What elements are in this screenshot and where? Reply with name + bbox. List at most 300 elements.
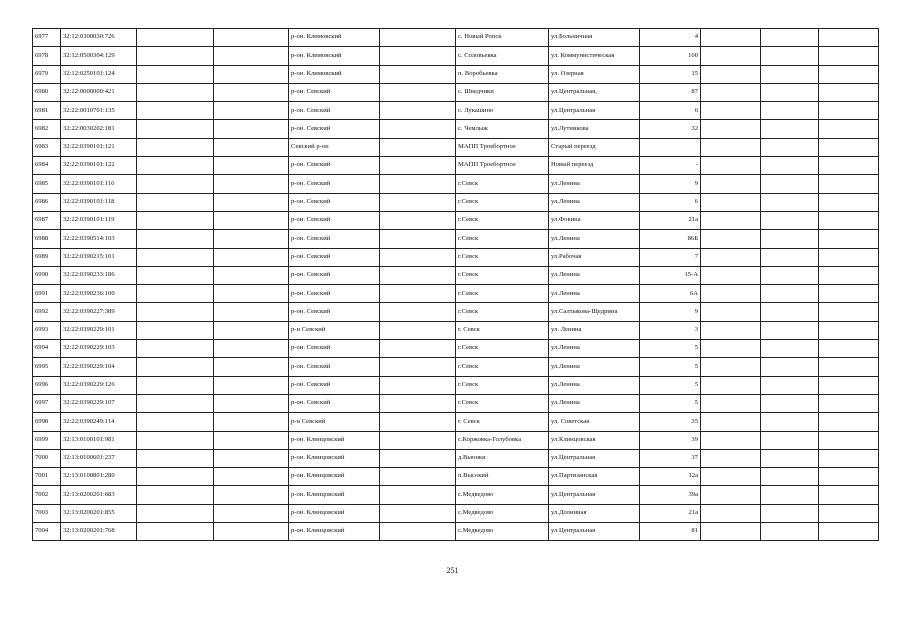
district-cell: р-он. Севский — [289, 230, 380, 248]
empty-col-11-cell — [761, 285, 819, 303]
empty-col-10-cell — [701, 29, 761, 47]
table-row — [33, 340, 879, 358]
address-register-table — [32, 28, 879, 541]
record-number-cell: 6980 — [33, 83, 61, 101]
record-number-cell: 6992 — [33, 303, 61, 321]
empty-col-10-cell — [701, 248, 761, 266]
house-number-cell: 4 — [640, 29, 701, 47]
street-cell: ул.Центральная — [549, 449, 640, 467]
empty-col-12-cell — [819, 248, 879, 266]
empty-col-10-cell — [701, 120, 761, 138]
empty-col-4-cell — [214, 413, 289, 431]
record-number-cell: 6995 — [33, 358, 61, 376]
house-number-cell: 9 — [640, 175, 701, 193]
empty-col-12-cell — [819, 266, 879, 284]
district-cell: р-он. Севский — [289, 83, 380, 101]
cadastral-number-cell: 32:13:0100101:981 — [61, 431, 137, 449]
house-number-cell: 5 — [640, 376, 701, 394]
district-cell: р-он. Севский — [289, 303, 380, 321]
house-number-cell: 37 — [640, 449, 701, 467]
record-number-cell: 6990 — [33, 266, 61, 284]
street-cell: ул.Центральная — [549, 486, 640, 504]
street-cell: ул.Партизанская — [549, 468, 640, 486]
empty-col-4-cell — [214, 138, 289, 156]
empty-col-4-cell — [214, 102, 289, 120]
empty-col-3-cell — [137, 211, 214, 229]
empty-col-10-cell — [701, 285, 761, 303]
empty-col-4-cell — [214, 431, 289, 449]
settlement-cell: МАПП Троебортное — [456, 138, 549, 156]
cadastral-number-cell: 32:22:0030202:181 — [61, 120, 137, 138]
empty-col-6-cell — [380, 102, 456, 120]
empty-col-3-cell — [137, 376, 214, 394]
house-number-cell: 21а — [640, 504, 701, 522]
street-cell: ул.Клинцовская — [549, 431, 640, 449]
street-cell: ул.Центральная — [549, 102, 640, 120]
empty-col-11-cell — [761, 47, 819, 65]
empty-col-12-cell — [819, 193, 879, 211]
record-number-cell: 6986 — [33, 193, 61, 211]
table-row — [33, 83, 879, 101]
street-cell: ул. Озерная — [549, 65, 640, 83]
empty-col-12-cell — [819, 83, 879, 101]
table-row — [33, 468, 879, 486]
cadastral-number-cell: 32:12:0500304:129 — [61, 47, 137, 65]
cadastral-number-cell: 32:22:0390101:121 — [61, 138, 137, 156]
cadastral-number-cell: 32:13:0100801:280 — [61, 468, 137, 486]
cadastral-number-cell: 32:22:0390101:118 — [61, 193, 137, 211]
table-row — [33, 285, 879, 303]
table-row — [33, 47, 879, 65]
empty-col-11-cell — [761, 65, 819, 83]
empty-col-11-cell — [761, 449, 819, 467]
street-cell: ул.Ленина — [549, 376, 640, 394]
empty-col-4-cell — [214, 157, 289, 175]
settlement-cell: г.Севск — [456, 394, 549, 412]
cadastral-number-cell: 32:12:0250101:124 — [61, 65, 137, 83]
empty-col-6-cell — [380, 358, 456, 376]
district-cell: р-он. Клинцовский — [289, 486, 380, 504]
record-number-cell: 6991 — [33, 285, 61, 303]
empty-col-10-cell — [701, 358, 761, 376]
cadastral-number-cell: 32:22:0390101:119 — [61, 211, 137, 229]
empty-col-12-cell — [819, 504, 879, 522]
empty-col-6-cell — [380, 266, 456, 284]
empty-col-3-cell — [137, 29, 214, 47]
empty-col-12-cell — [819, 449, 879, 467]
house-number-cell: 39 — [640, 431, 701, 449]
district-cell: р-он. Клинцовский — [289, 504, 380, 522]
empty-col-6-cell — [380, 138, 456, 156]
empty-col-6-cell — [380, 340, 456, 358]
empty-col-11-cell — [761, 468, 819, 486]
empty-col-11-cell — [761, 504, 819, 522]
empty-col-12-cell — [819, 65, 879, 83]
street-cell: ул.Долинная — [549, 504, 640, 522]
cadastral-number-cell: 32:13:0200201:768 — [61, 523, 137, 541]
house-number-cell — [640, 138, 701, 156]
district-cell: р-н Севский — [289, 413, 380, 431]
record-number-cell: 6988 — [33, 230, 61, 248]
district-cell: р-он. Клинцовский — [289, 449, 380, 467]
table-row — [33, 504, 879, 522]
settlement-cell: с. Чемлыж — [456, 120, 549, 138]
empty-col-12-cell — [819, 486, 879, 504]
empty-col-4-cell — [214, 486, 289, 504]
table-row — [33, 102, 879, 120]
table-row — [33, 321, 879, 339]
settlement-cell: с. Соловьевка — [456, 47, 549, 65]
empty-col-11-cell — [761, 102, 819, 120]
house-number-cell: 3 — [640, 321, 701, 339]
empty-col-3-cell — [137, 102, 214, 120]
settlement-cell: г.Севск — [456, 266, 549, 284]
cadastral-number-cell: 32:22:0390229:107 — [61, 394, 137, 412]
table-row — [33, 431, 879, 449]
empty-col-12-cell — [819, 29, 879, 47]
table-row — [33, 230, 879, 248]
empty-col-3-cell — [137, 394, 214, 412]
table-row — [33, 193, 879, 211]
district-cell: Севский р-он — [289, 138, 380, 156]
empty-col-12-cell — [819, 211, 879, 229]
empty-col-3-cell — [137, 431, 214, 449]
district-cell: р-он. Климовский — [289, 65, 380, 83]
empty-col-10-cell — [701, 47, 761, 65]
empty-col-3-cell — [137, 285, 214, 303]
house-number-cell: 7 — [640, 248, 701, 266]
table-row — [33, 449, 879, 467]
house-number-cell: 5 — [640, 358, 701, 376]
street-cell: ул.Салтыкова-Щедрина — [549, 303, 640, 321]
empty-col-3-cell — [137, 83, 214, 101]
cadastral-number-cell: 32:12:0300030:726 — [61, 29, 137, 47]
empty-col-11-cell — [761, 193, 819, 211]
empty-col-6-cell — [380, 376, 456, 394]
house-number-cell: 5 — [640, 340, 701, 358]
empty-col-10-cell — [701, 83, 761, 101]
empty-col-10-cell — [701, 468, 761, 486]
empty-col-10-cell — [701, 523, 761, 541]
empty-col-12-cell — [819, 102, 879, 120]
district-cell: р-он. Клинцовский — [289, 431, 380, 449]
street-cell: ул.Ленина — [549, 175, 640, 193]
street-cell: ул.Ленина — [549, 394, 640, 412]
record-number-cell: 7003 — [33, 504, 61, 522]
table-row — [33, 486, 879, 504]
empty-col-6-cell — [380, 83, 456, 101]
empty-col-3-cell — [137, 413, 214, 431]
empty-col-12-cell — [819, 376, 879, 394]
empty-col-6-cell — [380, 120, 456, 138]
empty-col-10-cell — [701, 449, 761, 467]
empty-col-11-cell — [761, 340, 819, 358]
empty-col-3-cell — [137, 157, 214, 175]
house-number-cell: 15-А — [640, 266, 701, 284]
empty-col-4-cell — [214, 175, 289, 193]
empty-col-4-cell — [214, 83, 289, 101]
district-cell: р-н Севский — [289, 321, 380, 339]
record-number-cell: 7004 — [33, 523, 61, 541]
empty-col-11-cell — [761, 175, 819, 193]
record-number-cell: 6977 — [33, 29, 61, 47]
empty-col-11-cell — [761, 413, 819, 431]
district-cell: р-он. Клинцовский — [289, 523, 380, 541]
empty-col-3-cell — [137, 449, 214, 467]
cadastral-number-cell: 32:22:0390229:104 — [61, 358, 137, 376]
empty-col-4-cell — [214, 29, 289, 47]
empty-col-10-cell — [701, 321, 761, 339]
empty-col-11-cell — [761, 248, 819, 266]
empty-col-6-cell — [380, 321, 456, 339]
cadastral-number-cell: 32:22:0390236:100 — [61, 285, 137, 303]
empty-col-12-cell — [819, 120, 879, 138]
house-number-cell: 6А — [640, 285, 701, 303]
cadastral-number-cell: 32:22:0390249:114 — [61, 413, 137, 431]
empty-col-12-cell — [819, 340, 879, 358]
house-number-cell: 9 — [640, 303, 701, 321]
street-cell: Старый переезд — [549, 138, 640, 156]
empty-col-12-cell — [819, 321, 879, 339]
table-row — [33, 394, 879, 412]
house-number-cell: 15 — [640, 65, 701, 83]
empty-col-4-cell — [214, 285, 289, 303]
empty-col-4-cell — [214, 211, 289, 229]
empty-col-6-cell — [380, 486, 456, 504]
street-cell: ул. Ленина — [549, 321, 640, 339]
table-row — [33, 266, 879, 284]
empty-col-12-cell — [819, 138, 879, 156]
empty-col-4-cell — [214, 47, 289, 65]
page-number: 251 — [446, 566, 459, 575]
cadastral-number-cell: 32:22:0010701:135 — [61, 102, 137, 120]
empty-col-4-cell — [214, 266, 289, 284]
table-row — [33, 376, 879, 394]
record-number-cell: 6985 — [33, 175, 61, 193]
empty-col-10-cell — [701, 266, 761, 284]
settlement-cell: с. Новый Ропск — [456, 29, 549, 47]
empty-col-3-cell — [137, 303, 214, 321]
empty-col-4-cell — [214, 504, 289, 522]
empty-col-3-cell — [137, 486, 214, 504]
cadastral-number-cell: 32:22:0390227:389 — [61, 303, 137, 321]
table-row — [33, 175, 879, 193]
empty-col-11-cell — [761, 211, 819, 229]
table-row — [33, 120, 879, 138]
street-cell: Новый переезд — [549, 157, 640, 175]
empty-col-3-cell — [137, 193, 214, 211]
cadastral-number-cell: 32:13:0200201:855 — [61, 504, 137, 522]
empty-col-4-cell — [214, 248, 289, 266]
house-number-cell: 100 — [640, 47, 701, 65]
empty-col-6-cell — [380, 157, 456, 175]
district-cell: р-он. Севский — [289, 157, 380, 175]
street-cell: ул.Ленина — [549, 340, 640, 358]
table-row — [33, 523, 879, 541]
record-number-cell: 7001 — [33, 468, 61, 486]
street-cell: ул.Фокина — [549, 211, 640, 229]
record-number-cell: 7000 — [33, 449, 61, 467]
district-cell: р-он. Севский — [289, 102, 380, 120]
district-cell: р-он. Севский — [289, 340, 380, 358]
settlement-cell: г.Севск — [456, 230, 549, 248]
empty-col-4-cell — [214, 120, 289, 138]
empty-col-3-cell — [137, 248, 214, 266]
record-number-cell: 6978 — [33, 47, 61, 65]
empty-col-11-cell — [761, 321, 819, 339]
empty-col-12-cell — [819, 47, 879, 65]
cadastral-number-cell: 32:13:0200201:683 — [61, 486, 137, 504]
empty-col-3-cell — [137, 266, 214, 284]
empty-col-10-cell — [701, 65, 761, 83]
record-number-cell: 6996 — [33, 376, 61, 394]
settlement-cell: г.Севск — [456, 285, 549, 303]
empty-col-6-cell — [380, 413, 456, 431]
street-cell: ул.Ленина — [549, 266, 640, 284]
house-number-cell: 21а — [640, 211, 701, 229]
cadastral-number-cell: 32:22:0390229:126 — [61, 376, 137, 394]
empty-col-11-cell — [761, 523, 819, 541]
empty-col-10-cell — [701, 340, 761, 358]
house-number-cell: 35 — [640, 413, 701, 431]
district-cell: р-он. Севский — [289, 248, 380, 266]
street-cell: ул.Лутникова — [549, 120, 640, 138]
settlement-cell: с. Шведчики — [456, 83, 549, 101]
district-cell: р-он. Севский — [289, 285, 380, 303]
house-number-cell: 5 — [640, 394, 701, 412]
record-number-cell: 7002 — [33, 486, 61, 504]
table-row — [33, 413, 879, 431]
empty-col-10-cell — [701, 504, 761, 522]
empty-col-6-cell — [380, 523, 456, 541]
settlement-cell: МАПП Троебортное — [456, 157, 549, 175]
empty-col-11-cell — [761, 486, 819, 504]
empty-col-4-cell — [214, 321, 289, 339]
record-number-cell: 6989 — [33, 248, 61, 266]
cadastral-number-cell: 32:22:0390229:101 — [61, 321, 137, 339]
empty-col-3-cell — [137, 175, 214, 193]
house-number-cell: 32 — [640, 120, 701, 138]
empty-col-12-cell — [819, 431, 879, 449]
cadastral-number-cell: 32:22:0390215:101 — [61, 248, 137, 266]
street-cell: ул.Больничная — [549, 29, 640, 47]
settlement-cell: д.Вьюнки — [456, 449, 549, 467]
cadastral-number-cell: 32:22:0390101:116 — [61, 175, 137, 193]
cadastral-number-cell: 32:22:0390233:186 — [61, 266, 137, 284]
district-cell: р-он. Севский — [289, 175, 380, 193]
table-row — [33, 303, 879, 321]
table-row — [33, 138, 879, 156]
street-cell: ул.Центральная, — [549, 83, 640, 101]
empty-col-6-cell — [380, 394, 456, 412]
street-cell: ул. Советская — [549, 413, 640, 431]
empty-col-12-cell — [819, 175, 879, 193]
empty-col-3-cell — [137, 340, 214, 358]
empty-col-4-cell — [214, 523, 289, 541]
settlement-cell: г.Севск — [456, 358, 549, 376]
empty-col-3-cell — [137, 47, 214, 65]
empty-col-11-cell — [761, 138, 819, 156]
empty-col-12-cell — [819, 523, 879, 541]
empty-col-3-cell — [137, 468, 214, 486]
settlement-cell: г. Севск — [456, 413, 549, 431]
settlement-cell: с.Коржовка-Голубовка — [456, 431, 549, 449]
empty-col-10-cell — [701, 394, 761, 412]
empty-col-6-cell — [380, 230, 456, 248]
record-number-cell: 6993 — [33, 321, 61, 339]
settlement-cell: г.Севск — [456, 376, 549, 394]
street-cell: ул.Ленина — [549, 193, 640, 211]
empty-col-4-cell — [214, 449, 289, 467]
empty-col-11-cell — [761, 230, 819, 248]
empty-col-10-cell — [701, 211, 761, 229]
empty-col-12-cell — [819, 285, 879, 303]
cadastral-number-cell: 32:22:0000000:421 — [61, 83, 137, 101]
record-number-cell: 6982 — [33, 120, 61, 138]
record-number-cell: 6994 — [33, 340, 61, 358]
settlement-cell: п. Воробьевка — [456, 65, 549, 83]
district-cell: р-он. Севский — [289, 358, 380, 376]
settlement-cell: с. Лукашино — [456, 102, 549, 120]
empty-col-6-cell — [380, 175, 456, 193]
street-cell: ул.Центральная — [549, 523, 640, 541]
empty-col-3-cell — [137, 321, 214, 339]
district-cell: р-он. Севский — [289, 376, 380, 394]
empty-col-6-cell — [380, 504, 456, 522]
empty-col-4-cell — [214, 65, 289, 83]
empty-col-6-cell — [380, 65, 456, 83]
street-cell: ул. Коммунистическая — [549, 47, 640, 65]
empty-col-4-cell — [214, 468, 289, 486]
house-number-cell: 86Б — [640, 230, 701, 248]
empty-col-10-cell — [701, 157, 761, 175]
empty-col-12-cell — [819, 358, 879, 376]
empty-col-4-cell — [214, 394, 289, 412]
empty-col-11-cell — [761, 266, 819, 284]
empty-col-6-cell — [380, 468, 456, 486]
table-row — [33, 248, 879, 266]
record-number-cell: 6979 — [33, 65, 61, 83]
empty-col-12-cell — [819, 468, 879, 486]
district-cell: р-он. Климовский — [289, 29, 380, 47]
settlement-cell: г.Севск — [456, 303, 549, 321]
empty-col-4-cell — [214, 340, 289, 358]
empty-col-11-cell — [761, 358, 819, 376]
empty-col-6-cell — [380, 285, 456, 303]
district-cell: р-он. Севский — [289, 120, 380, 138]
empty-col-12-cell — [819, 413, 879, 431]
house-number-cell: 6 — [640, 102, 701, 120]
settlement-cell: г.Севск — [456, 340, 549, 358]
empty-col-10-cell — [701, 413, 761, 431]
empty-col-10-cell — [701, 193, 761, 211]
empty-col-6-cell — [380, 211, 456, 229]
empty-col-10-cell — [701, 303, 761, 321]
district-cell: р-он. Клинцовский — [289, 468, 380, 486]
street-cell: ул.Ленина — [549, 285, 640, 303]
record-number-cell: 6997 — [33, 394, 61, 412]
settlement-cell: с.Медведово — [456, 504, 549, 522]
cadastral-number-cell: 32:13:0100601:237 — [61, 449, 137, 467]
empty-col-12-cell — [819, 230, 879, 248]
empty-col-3-cell — [137, 230, 214, 248]
empty-col-3-cell — [137, 504, 214, 522]
settlement-cell: г.Севск — [456, 193, 549, 211]
record-number-cell: 6981 — [33, 102, 61, 120]
house-number-cell: 6 — [640, 193, 701, 211]
house-number-cell: 12а — [640, 468, 701, 486]
table-row — [33, 157, 879, 175]
